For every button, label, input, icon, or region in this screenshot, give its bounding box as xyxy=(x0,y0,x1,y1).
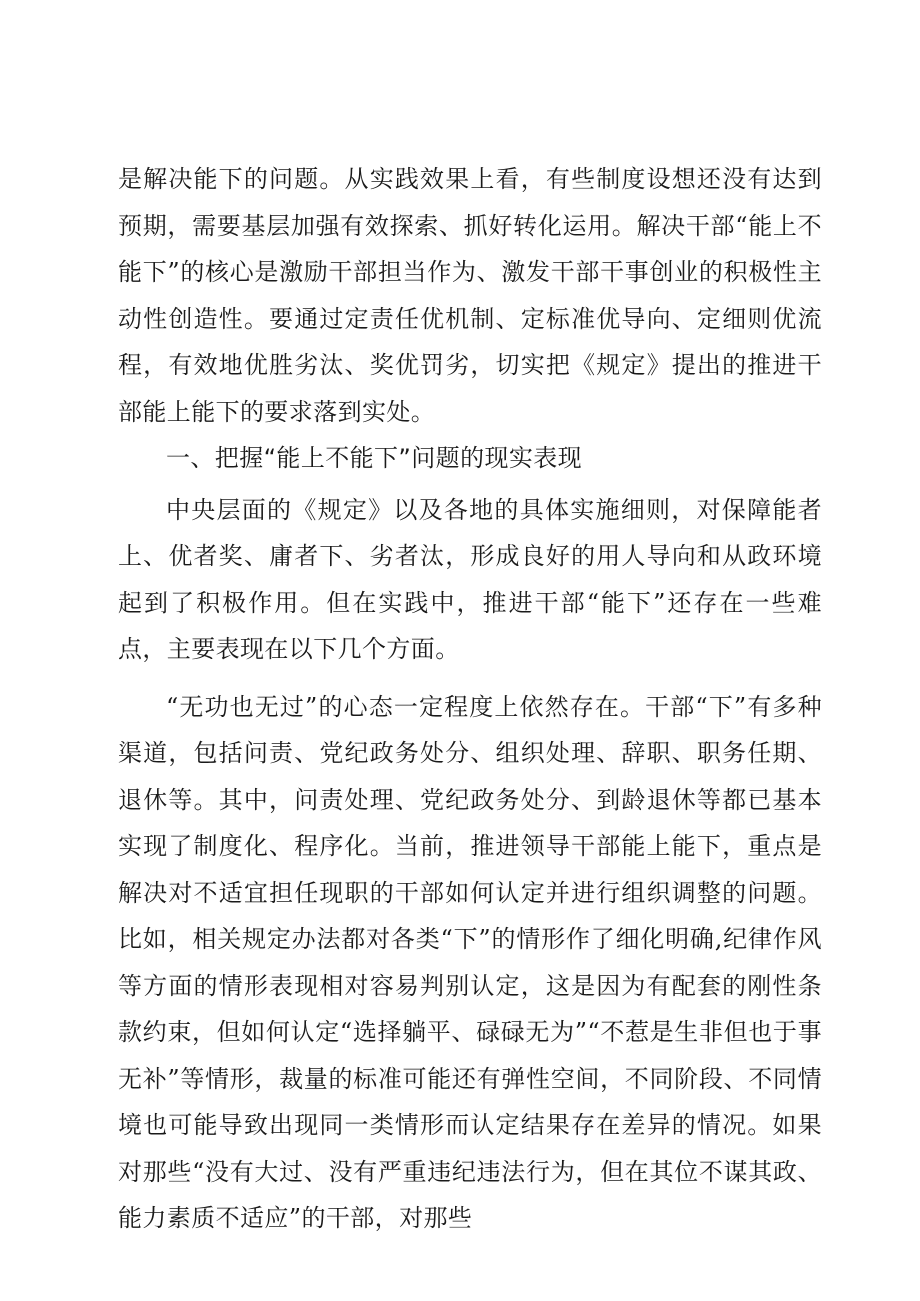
document-body xyxy=(118,156,822,1242)
paragraph-central-regulations: 中央层面的《规定》以及各地的具体实施细则，对保障能者上、优者奖、庸者下、劣者汰，形成良好的用人导向和从政环境起到了积极作用。但在实践中，推进干部“能下”还存在一些难点，主要表现在以下几个方面。 xyxy=(118,495,822,663)
paragraph-no-merit-no-fault: “无功也无过”的心态一定程度上依然存在。干部“下”有多种渠道，包括问责、党纪政务处分、组织处理、辞职、职务任期、退休等。其中，问责处理、党纪政务处分、到龄退休等都已基本实现了制度化、程序化。当前，推进领导干部能上能下，重点是解决对不适宜担任现职的干部如何认定并进行组织调整的问题。比如，相关规定办法都对各类“下”的情形作了细化明确,纪律作风等方面的情形表现相对容易判别认定，这是因为有配套的刚性条款约束，但如何认定“选择躺平、碌碌无为”“不惹是生非但也于事无补”等情形，裁量的标准可能还有弹性空间，不同阶段、不同情境也可能导致出现同一类情形而认定结果存在差异的情况。如果对那些“没有大过、没有严重违纪违法行为，但在其位不谋其政、能力素质不适应”的干部，对那些 xyxy=(118,692,822,1232)
section-heading: 一、把握“能上不能下”问题的现实表现 xyxy=(166,444,583,472)
paragraph-continuation: 是解决能下的问题。从实践效果上看，有些制度设想还没有达到预期，需要基层加强有效探索、抓好转化运用。解决干部“能上不能下”的核心是激励干部担当作为、激发干部干事创业的积极性主动性创造性。要通过定责任优机制、定标准优导向、定细则优流程，有效地优胜劣汰、奖优罚劣，切实把《规定》提出的推进干部能上能下的要求落到实处。 xyxy=(118,165,822,426)
